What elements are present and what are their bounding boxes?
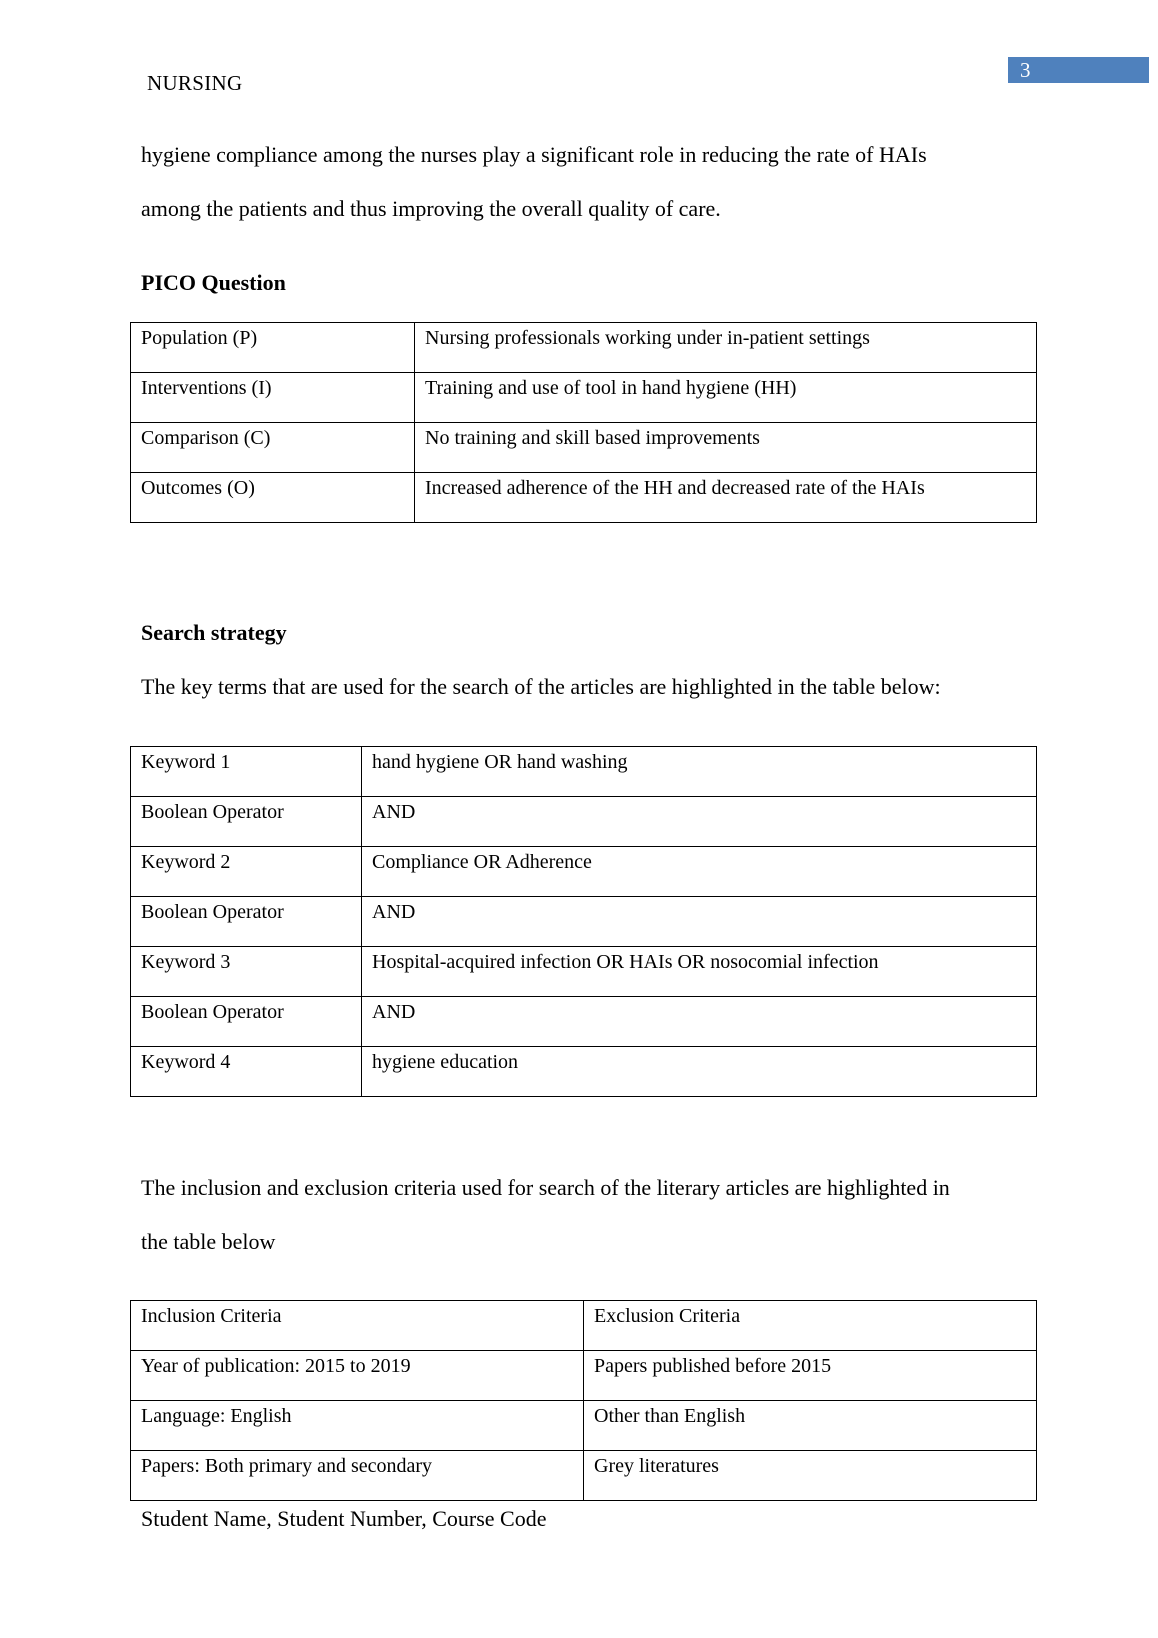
keyword-label-cell: Keyword 4 <box>131 1047 362 1097</box>
criteria-table <box>130 1300 1037 1501</box>
pico-label-cell: Interventions (I) <box>131 373 415 423</box>
keyword-value-cell: AND <box>362 997 1037 1047</box>
pico-value-cell: Nursing professionals working under in-patient settings <box>415 323 1037 373</box>
exclusion-cell: Exclusion Criteria <box>584 1301 1037 1351</box>
pico-label-cell: Population (P) <box>131 323 415 373</box>
pico-heading: PICO Question <box>141 270 286 295</box>
keyword-value-cell: Hospital-acquired infection OR HAIs OR nosocomial infection <box>362 947 1037 997</box>
pico-label-cell: Outcomes (O) <box>131 473 415 523</box>
criteria-intro-line-1: The inclusion and exclusion criteria used for search of the literary articles are highlighted in <box>141 1175 950 1200</box>
search-strategy-heading: Search strategy <box>141 620 287 645</box>
page-number-badge: 3 <box>1008 57 1149 83</box>
pico-value-cell: Increased adherence of the HH and decreased rate of the HAIs <box>415 473 1037 523</box>
intro-line-1: hygiene compliance among the nurses play a significant role in reducing the rate of HAIs <box>141 142 927 167</box>
exclusion-cell: Grey literatures <box>584 1451 1037 1501</box>
table-row <box>131 1401 1037 1451</box>
keyword-label-cell: Boolean Operator <box>131 797 362 847</box>
keyword-value-cell: Compliance OR Adherence <box>362 847 1037 897</box>
pico-label-cell: Comparison (C) <box>131 423 415 473</box>
table-row <box>131 323 1037 373</box>
pico-value-cell: No training and skill based improvements <box>415 423 1037 473</box>
keyword-table <box>130 746 1037 1097</box>
intro-line-2: among the patients and thus improving the overall quality of care. <box>141 196 721 221</box>
table-row <box>131 423 1037 473</box>
keyword-value-cell: AND <box>362 797 1037 847</box>
keyword-label-cell: Keyword 1 <box>131 747 362 797</box>
criteria-intro-line-2: the table below <box>141 1229 276 1254</box>
keyword-value-cell: AND <box>362 897 1037 947</box>
keyword-label-cell: Boolean Operator <box>131 997 362 1047</box>
table-row <box>131 947 1037 997</box>
table-row <box>131 1301 1037 1351</box>
exclusion-cell: Other than English <box>584 1401 1037 1451</box>
inclusion-cell: Year of publication: 2015 to 2019 <box>131 1351 584 1401</box>
table-row <box>131 797 1037 847</box>
pico-value-cell: Training and use of tool in hand hygiene (HH) <box>415 373 1037 423</box>
table-row <box>131 747 1037 797</box>
table-row <box>131 473 1037 523</box>
table-row <box>131 373 1037 423</box>
table-row <box>131 897 1037 947</box>
search-intro: The key terms that are used for the search of the articles are highlighted in the table below: <box>141 674 941 699</box>
table-row <box>131 847 1037 897</box>
footer-student-info: Student Name, Student Number, Course Code <box>141 1506 547 1531</box>
keyword-value-cell: hygiene education <box>362 1047 1037 1097</box>
table-row <box>131 1451 1037 1501</box>
running-header-title: NURSING <box>147 71 243 95</box>
table-row <box>131 1047 1037 1097</box>
inclusion-cell: Language: English <box>131 1401 584 1451</box>
keyword-label-cell: Keyword 3 <box>131 947 362 997</box>
exclusion-cell: Papers published before 2015 <box>584 1351 1037 1401</box>
table-row <box>131 997 1037 1047</box>
keyword-label-cell: Keyword 2 <box>131 847 362 897</box>
table-row <box>131 1351 1037 1401</box>
keyword-label-cell: Boolean Operator <box>131 897 362 947</box>
inclusion-cell: Papers: Both primary and secondary <box>131 1451 584 1501</box>
pico-table <box>130 322 1037 523</box>
keyword-value-cell: hand hygiene OR hand washing <box>362 747 1037 797</box>
inclusion-cell: Inclusion Criteria <box>131 1301 584 1351</box>
